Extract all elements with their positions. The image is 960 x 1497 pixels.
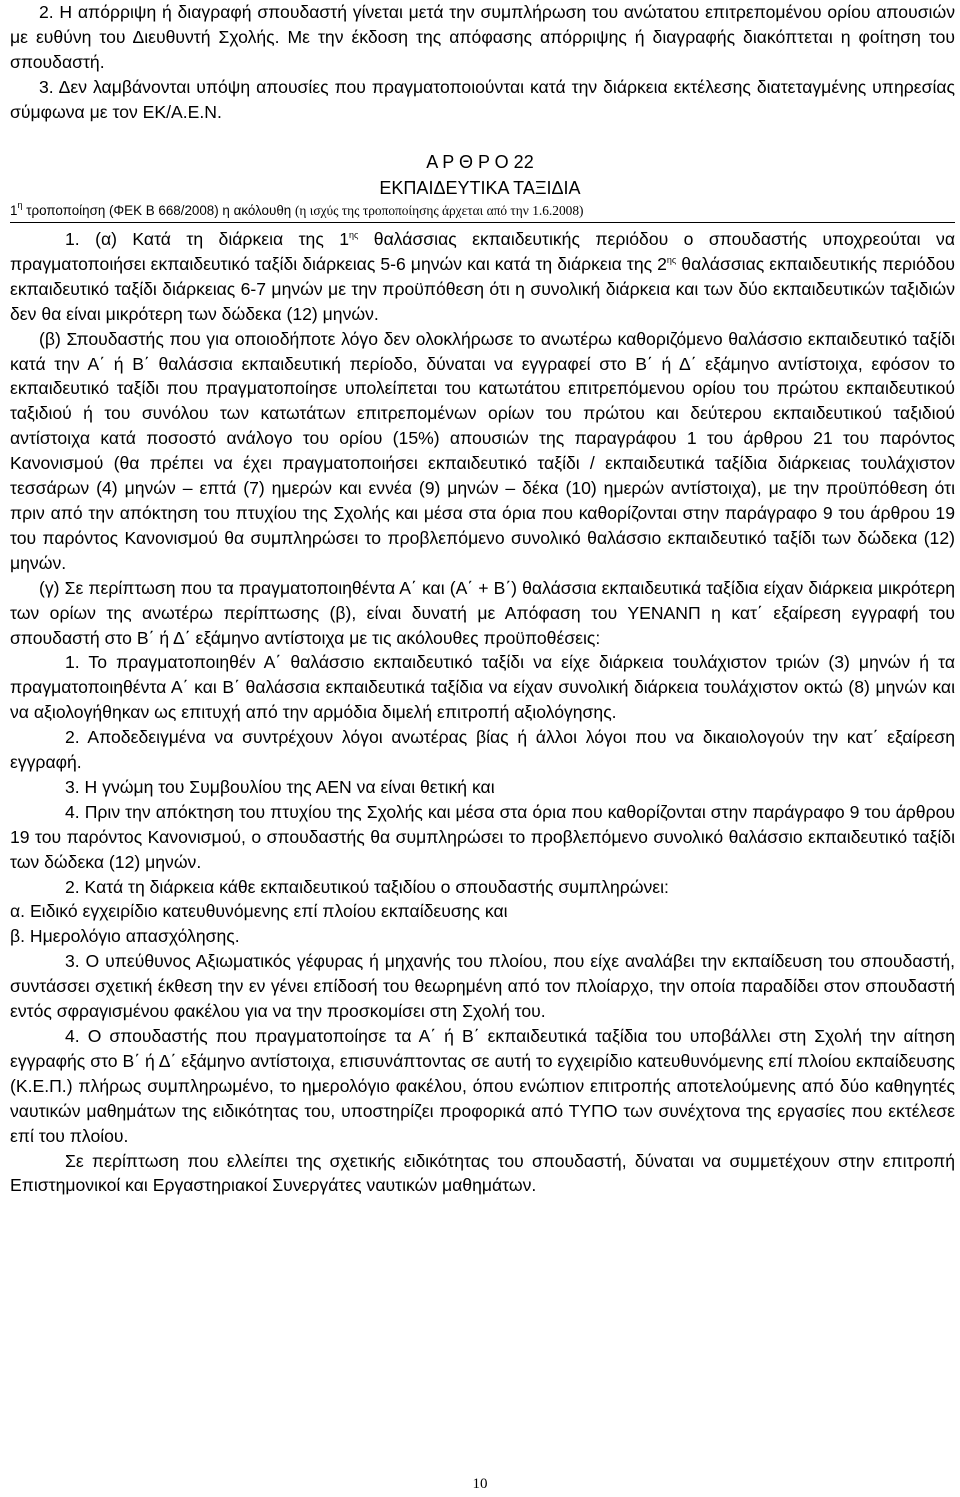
amendment-text: τροποποίηση (ΦΕΚ Β 668/2008) η ακόλουθη: [22, 203, 295, 218]
ordinal-suffix: ης: [666, 254, 677, 265]
amendment-validity: (η ισχύς της τροποποίησης άρχεται από την 1.6.2008): [294, 203, 584, 218]
article-body: [10, 227, 955, 1198]
paragraph: 3. Δεν λαμβάνονται υπόψη απουσίες που πραγματοποιούνται κατά την διάρκεια εκτέλεσης διατεταγμένης υπηρεσίας σύμφωνα με τον ΕΚ/Α.Ε.Ν.: [10, 76, 955, 122]
paragraph-1a: [10, 227, 955, 327]
paragraph: Σε περίπτωση που ελλείπει της σχετικής ειδικότητας του σπουδαστή, δύναται να συμμετέχουν στην επιτροπή Επιστημονικοί και Εργαστηριακοί Συνεργάτες ναυτικών μαθημάτων.: [10, 1150, 955, 1196]
paragraph: (γ) Σε περίπτωση που τα πραγματοποιηθέντα Α΄ και (Α΄ + Β΄) θαλάσσια εκπαιδευτικά ταξίδια είχαν διάρκεια μικρότερη των ορίων της ανωτέρω περίπτωσης (β), είναι δυνατή με Απόφαση του ΥΕΝΑΝΠ η κατ΄ εξαίρεση εγγραφή του σπουδαστή στο Β΄ ή Δ΄ εξάμηνο αντίστοιχα με τις ακόλουθες προϋποθέσεις:: [10, 577, 955, 648]
paragraph: α. Ειδικό εγχειρίδιο κατευθυνόμενης επί πλοίου εκπαίδευσης και: [10, 901, 508, 922]
text-segment: 1. (α) Κατά τη διάρκεια της 1: [65, 229, 350, 249]
article-subtitle: ΕΚΠΑΙΔΕΥΤΙΚΑ ΤΑΞΙΔΙΑ: [379, 178, 581, 198]
amendment-ordinal: η: [17, 200, 23, 210]
paragraph: 2. Αποδεδειγμένα να συντρέχουν λόγοι ανωτέρας βίας ή άλλοι λόγοι που να δικαιολογούν την κατ΄ εξαίρεση εγγραφή.: [10, 727, 955, 773]
paragraph: β. Ημερολόγιο απασχόλησης.: [10, 926, 240, 947]
paragraph: 3. Ο υπεύθυνος Αξιωματικός γέφυρας ή μηχανής του πλοίου, που είχε αναλάβει την εκπαίδευση του σπουδαστή, συντάσσει σχετική έκθεση την εν γένει επίδοσή του θεωρημένη από τον πλοίαρχο, την οποία παραδίδει στον σπουδαστή εντός σφραγισμένου φακέλου για να την προσκομίσει στη Σχολή του.: [10, 951, 955, 1022]
text-segment: θαλάσσιας εκπαιδευτικής περιόδου ο σπουδαστής υποχρεούται να πραγματοποιήσει εκπαιδευτικό ταξίδι διάρκειας 5-6 μηνών και κατά τη διάρκεια της 2: [10, 229, 955, 274]
paragraph: 2. Κατά τη διάρκεια κάθε εκπαιδευτικού ταξιδίου ο σπουδαστής συμπληρώνει:: [65, 876, 669, 897]
top-section: [10, 0, 955, 125]
article-title: Α Ρ Θ Ρ Ο 22: [426, 152, 534, 172]
paragraph: 4. Ο σπουδαστής που πραγματοποίησε τα Α΄ ή Β΄ εκπαιδευτικά ταξίδια του υποβάλλει στη Σχολή την αίτηση εγγραφής στο Β΄ ή Δ΄ εξάμηνο αντίστοιχα, επισυνάπτοντας σε αυτή το εγχειρίδιο κατευθυνόμενης επί πλοίου εκπαίδευσης (Κ.Ε.Π.) πλήρως συμπληρωμένο, το ημερολόγιο φακέλου, όπου ενώπιον επιτροπής αποτελούμενης από δύο καθηγητές ναυτικών μαθημάτων της ειδικότητας του, υποστηρίζει προφορικά από ΤΥΠΟ των συνέχτονα της εργασίες που εκτέλεσε επί του πλοίου.: [10, 1026, 955, 1146]
page-number: 10: [472, 1476, 488, 1492]
paragraph: 4. Πριν την απόκτηση του πτυχίου της Σχολής και μέσα στα όρια που καθορίζονται στην παράγραφο 9 του άρθρου 19 του παρόντος Κανονισμού, ο σπουδαστής θα συμπληρώσει το προβλεπόμενο συνολικό θαλάσσιο εκπαιδευτικό ταξίδι των δώδεκα (12) μηνών.: [10, 801, 955, 872]
paragraph: (β) Σπουδαστής που για οποιοδήποτε λόγο δεν ολοκλήρωσε το ανωτέρω καθοριζόμενο θαλάσσιο εκπαιδευτικό ταξίδι κατά την Α΄ ή Β΄ θαλάσσια εκπαιδευτική περίοδο, δύναται να εγγραφεί στο Β΄ ή Δ΄ εξάμηνο αντίστοιχα, εφόσον το εκπαιδευτικό ταξίδι που πραγματοποίησε υπολείπεται του κατωτάτου επιτρεπόμενου ορίου του πρώτου εκπαιδευτικού ταξιδιού ή του συνόλου των κατωτάτων επιτρεπομένων ορίων του πρώτου και δεύτερου εκπαιδευτικού ταξιδιού αντίστοιχα κατά ποσοστό ανάλογο του ορίου (15%) απουσιών της παραγράφου 1 του άρθρου 21 του παρόντος Κανονισμού (θα πρέπει να έχει πραγματοποιήσει εκπαιδευτικό ταξίδι / εκπαιδευτικά ταξίδια διάρκειας τουλάχιστον τεσσάρων (4) μηνών – επτά (7) ημερών και εννέα (9) μηνών – δέκα (10) ημερών αντίστοιχα), με την προϋπόθεση ότι πριν από την απόκτηση του πτυχίου της Σχολής και μέσα στα όρια που καθορίζονται στην παράγραφο 9 του άρθρου 19 του παρόντος Κανονισμού θα συμπληρώσει το προβλεπόμενο συνολικό θαλάσσιο εκπαιδευτικό ταξίδι των δώδεκα (12) μηνών.: [10, 328, 955, 573]
paragraph: 1. Το πραγματοποιηθέν Α΄ θαλάσσιο εκπαιδευτικό ταξίδι να είχε διάρκεια τουλάχιστον τριών (3) μηνών ή τα πραγματοποιηθέντα Α΄ και Β΄ θαλάσσια εκπαιδευτικά ταξίδια να είχαν συνολική διάρκεια τουλάχιστον οκτώ (8) μηνών και να αξιολογήθηκαν ως επιτυχή από την αρμόδια διμελή επιτροπή αξιολόγησης.: [10, 652, 955, 723]
text-segment: θαλάσσιας εκπαιδευτικής περιόδου εκπαιδευτικό ταξίδι διάρκειας 6-7 μηνών με την προϋπόθεση ότι η συνολική διάρκεια και των δύο εκπαιδευτικών ταξιδιών δεν θα είναι μικρότερη των δώδεκα (12) μηνών.: [10, 253, 955, 324]
paragraph: 2. Η απόρριψη ή διαγραφή σπουδαστή γίνεται μετά την συμπλήρωση του ανώτατου επιτρεπομένου ορίου απουσιών με ευθύνη του Διευθυντή Σχολής. Με την έκδοση της απόφασης απόρριψης ή διαγραφής διακόπτεται η φοίτηση του σπουδαστή.: [10, 2, 955, 72]
ordinal-suffix: ης: [349, 230, 359, 240]
amendment-number: 1: [10, 203, 18, 218]
amendment-note: [10, 201, 955, 223]
paragraph: 3. Η γνώμη του Συμβουλίου της ΑΕΝ να είναι θετική και: [65, 776, 495, 797]
